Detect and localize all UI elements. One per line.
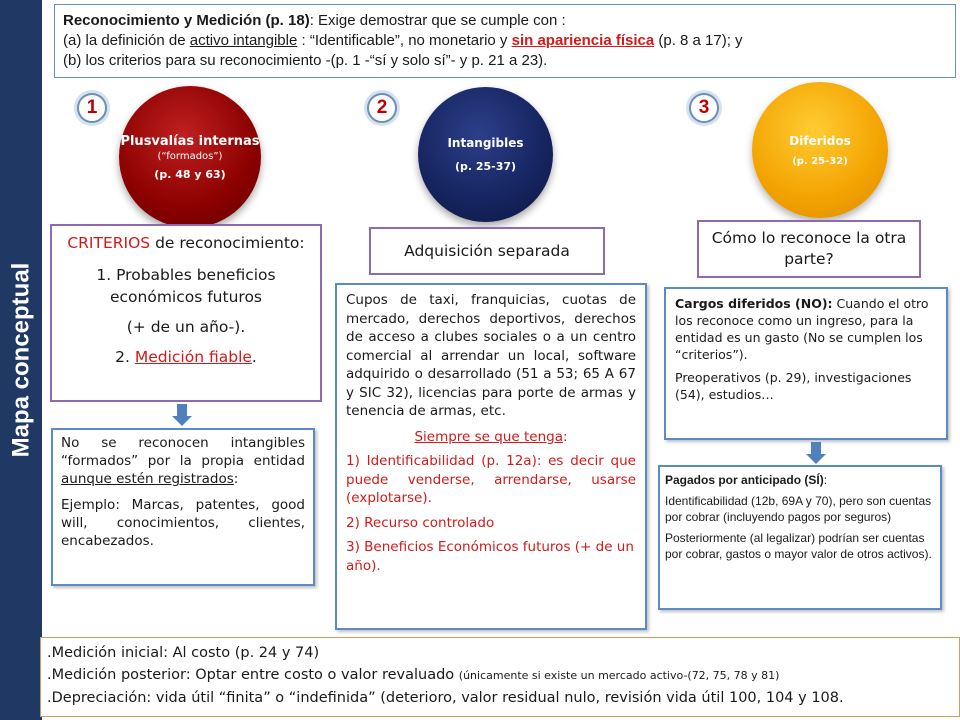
header-line-b: (b) los criterios para su reconocimiento -(p. 1 -“sí y solo sí”- y p. 21 a 23). — [63, 52, 548, 69]
circle-diferidos — [752, 82, 888, 218]
circle-plusvalias-sub: (“formados”) — [157, 150, 223, 162]
cargos-diferidos-title: Cargos diferidos (NO): — [675, 296, 833, 311]
siempre-heading — [346, 428, 636, 447]
pagados-title-line — [665, 472, 935, 488]
criteria-heading — [62, 232, 310, 254]
condition-2: 2) Recurso controlado — [346, 514, 495, 531]
adquisicion-heading: Adquisición separada — [404, 242, 570, 260]
circle-diferidos-ref: (p. 25-32) — [792, 155, 848, 167]
siempre-text: Siempre se que tenga — [414, 428, 563, 445]
note-box — [51, 428, 315, 586]
cargos-diferidos-box — [664, 287, 948, 440]
note-underlined: aunque estén registrados — [61, 471, 234, 487]
footer-line-2-main: .Medición posterior: Optar entre costo o valor revaluado — [47, 667, 459, 683]
criteria-item-2-num: 2. — [115, 348, 135, 366]
criteria-word: CRITERIOS — [67, 234, 151, 252]
arrow-down-icon — [806, 442, 826, 464]
medicion-fiable: Medición fiable — [134, 348, 252, 366]
circle-intangibles — [418, 87, 553, 222]
adquisicion-body: Cupos de taxi, franquicias, cuotas de mercado, derechos deportivos, derechos de acceso a clubes sociales o a un centro comercial al arrendar un local, software adquirido o desarrollado (51 a 53; 65 A 67 y SIC 32), licencias para porte de armas y tenencia de armas, etc. — [346, 292, 636, 419]
line-a-part-3: (p. 8 a 17); y — [654, 32, 743, 49]
circle-plusvalias — [119, 86, 261, 228]
arrow-down-icon — [172, 404, 192, 426]
otra-parte-heading: Cómo lo reconoce la otra parte? — [711, 229, 907, 268]
cargos-diferidos-desc: Cuando el otro los reconoce como un ingreso, para la entidad es un gasto (No se cumplen los “criterios”). — [675, 296, 929, 362]
siempre-colon: : — [562, 428, 568, 445]
pagados-anticipado-box — [658, 465, 942, 610]
number-badge-1: 1 — [77, 93, 107, 123]
line-a-part-2: : “Identificable”, no monetario y — [297, 32, 512, 49]
note-text — [61, 434, 305, 488]
sidebar-title-wrap — [0, 0, 42, 720]
pagados-text-1: Identificabilidad (12b, 69A y 70), pero son cuentas por cobrar (incluyendo pagos por seguros) — [665, 494, 932, 524]
header-line-a — [63, 31, 947, 51]
pagados-colon: : — [823, 473, 828, 487]
cargos-diferidos-text — [675, 295, 937, 363]
circle-plusvalias-title: Plusvalías internas — [120, 133, 260, 149]
footer-line-2 — [47, 664, 953, 687]
header-box — [54, 4, 956, 78]
preoperativos-text: Preoperativos (p. 29), investigaciones (54), estudios… — [675, 370, 912, 402]
measurement-box — [40, 637, 960, 717]
criteria-item-2-end: . — [251, 348, 257, 366]
condition-3: 3) Beneficios Económicos futuros (+ de un año). — [346, 539, 634, 574]
note-part-2: : — [233, 471, 239, 487]
sidebar-title: Mapa conceptual — [7, 262, 34, 458]
header-title: Reconocimiento y Medición (p. 18) — [63, 12, 310, 29]
pagados-title: Pagados por anticipado (SÍ) — [665, 473, 824, 487]
criteria-box — [50, 224, 322, 402]
condition-1: 1) Identificabilidad (p. 12a): es decir que puede venderse, arrendarse, usarse (explotarse). — [346, 453, 636, 506]
criteria-item-1-paren: (+ de un año-). — [126, 318, 246, 336]
criteria-item-2 — [62, 346, 310, 368]
number-badge-2: 2 — [367, 93, 397, 123]
note-example: Ejemplo: Marcas, patentes, good will, conocimientos, clientes, encabezados. — [61, 497, 305, 549]
criteria-item-1: 1. Probables beneficios económicos futuros — [96, 266, 276, 306]
circle-intangibles-title: Intangibles — [447, 136, 524, 150]
adquisicion-detail-box — [335, 283, 647, 630]
line-a-part-1: (a) la definición de — [63, 32, 190, 49]
footer-line-1: .Medición inicial: Al costo (p. 24 y 74) — [47, 645, 320, 661]
number-badge-3: 3 — [689, 93, 719, 123]
footer-line-2-small: (únicamente si existe un mercado activo-(72, 75, 78 y 81) — [458, 669, 780, 682]
pagados-text-2: Posteriormente (al legalizar) podrían ser cuentas por cobrar, gastos o mayor valor de otros activos). — [665, 531, 932, 561]
footer-line-3: .Depreciación: vida útil “finita” o “indefinida” (deterioro, valor residual nulo, revisión vida útil 100, 104 y 108. — [47, 690, 844, 706]
header-line-1 — [63, 11, 947, 31]
note-part-1: No se reconocen intangibles “formados” por la propia entidad — [61, 435, 305, 469]
criteria-rest: de reconocimiento: — [150, 234, 305, 252]
adquisicion-box — [369, 227, 605, 275]
circle-plusvalias-ref: (p. 48 y 63) — [154, 167, 226, 181]
header-intro: : Exige demostrar que se cumple con : — [309, 12, 566, 29]
otra-parte-box — [697, 220, 921, 278]
circle-diferidos-title: Diferidos — [789, 133, 851, 148]
sin-apariencia-fisica: sin apariencia física — [511, 32, 655, 49]
circle-intangibles-ref: (p. 25-37) — [454, 160, 517, 173]
activo-intangible-link: activo intangible — [189, 32, 298, 49]
